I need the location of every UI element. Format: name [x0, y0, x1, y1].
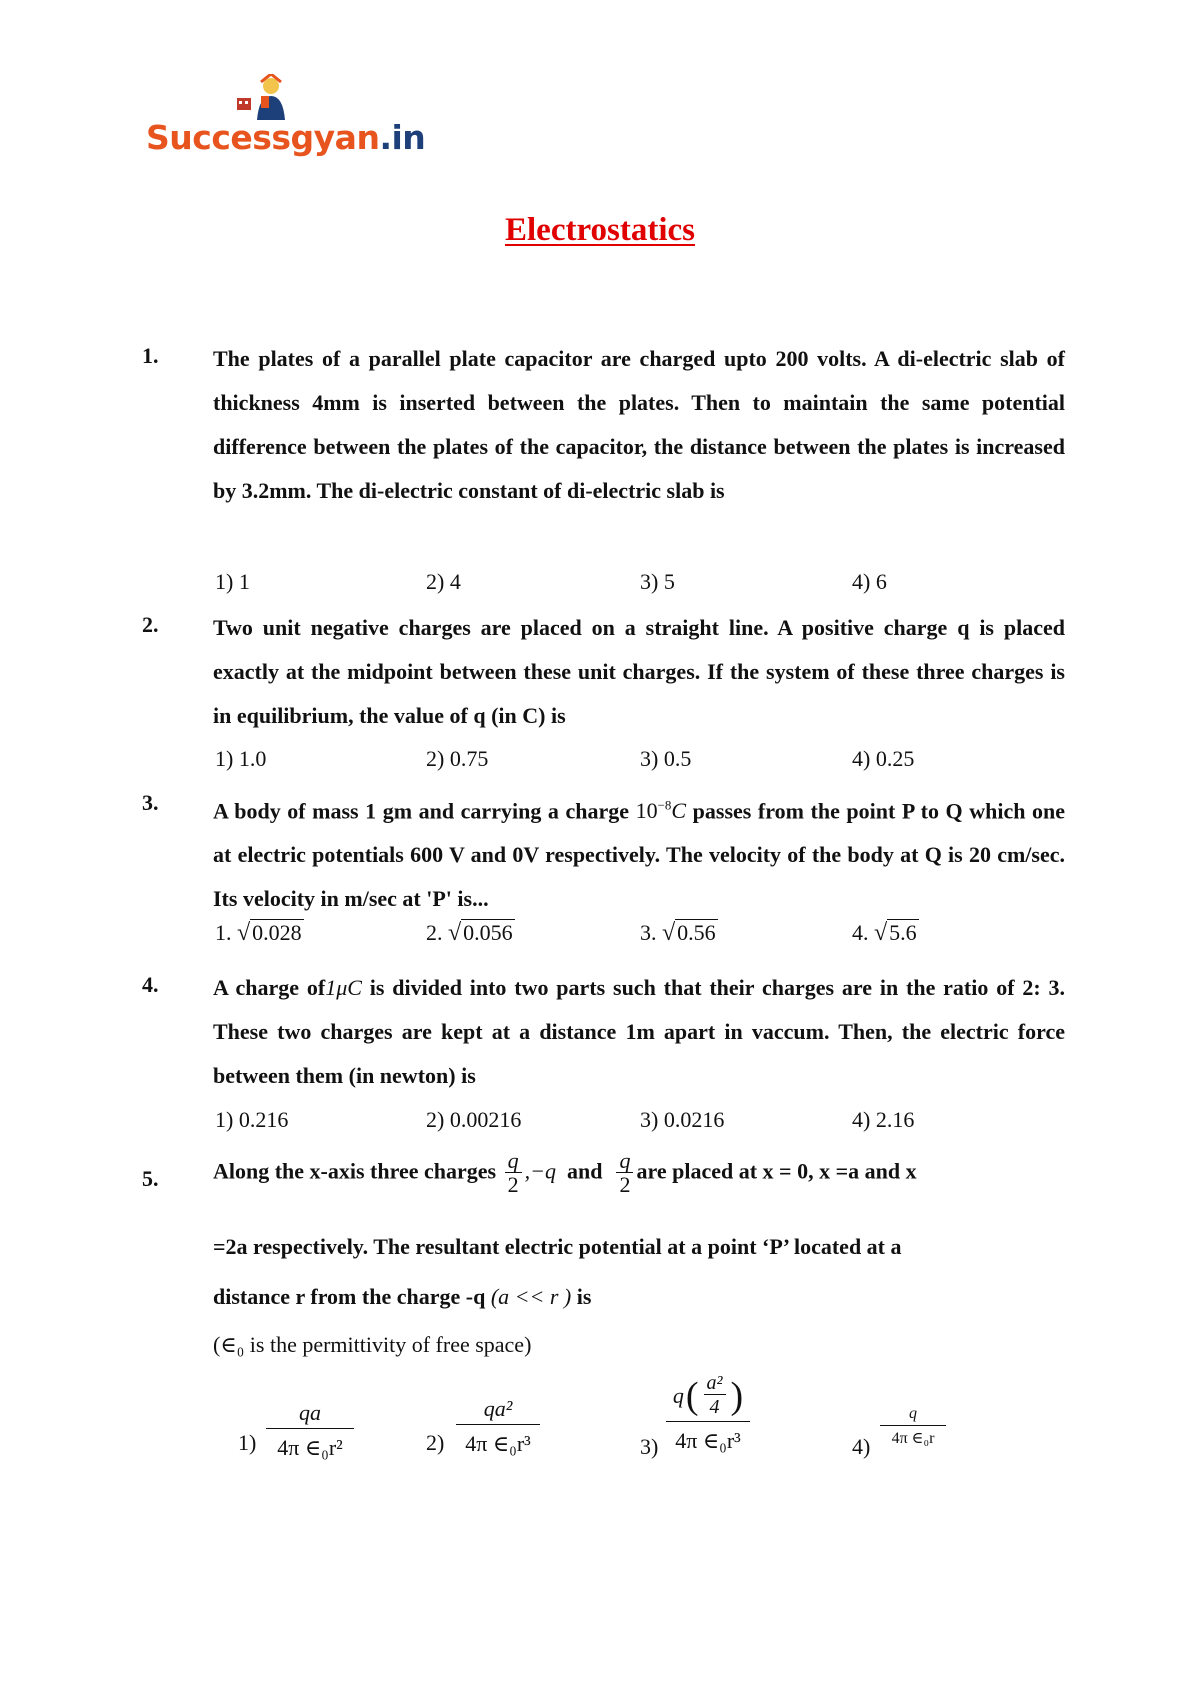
question-4-text: A charge of1μC is divided into two parts such that their charges are in the ratio of 2: 3. These two charges are kept at a distance 1m apart in vaccum. Then, the electric force between them (in newton) is — [213, 975, 1066, 1088]
question-5-line-3: distance r from the charge -q (a << r ) is — [213, 1284, 592, 1309]
question-1-option-4: 4) 6 — [852, 569, 887, 594]
page-title: Electrostatics — [505, 212, 695, 248]
question-2-option-1: 1) 1.0 — [215, 746, 267, 771]
question-3-option-3: 3. √0.56 — [640, 920, 716, 946]
logo-figure-icon — [231, 74, 291, 120]
question-3-option-1: 1. √0.028 — [215, 920, 302, 946]
question-4-option-4: 4) 2.16 — [852, 1107, 915, 1132]
question-3-number: 3. — [142, 790, 159, 815]
question-1-text: The plates of a parallel plate capacitor are charged upto 200 volts. A di-electric slab of thickness 4mm is inserted between the plates. Then to maintain the same potential difference between the plates of the capacitor, the distance between the plates is increased by 3.2mm. The di-electric constant of di-electric slab is — [213, 346, 1065, 503]
question-4-option-2: 2) 0.00216 — [426, 1107, 522, 1132]
question-4-number: 4. — [142, 972, 159, 997]
question-5-option-3-label: 3) — [640, 1434, 659, 1459]
question-3-option-2: 2. √0.056 — [426, 920, 513, 946]
question-2-option-4: 4) 0.25 — [852, 746, 915, 771]
question-2-text: Two unit negative charges are placed on a straight line. A positive charge q is placed exactly at the midpoint between these unit charges. If the system of these three charges is in equilibrium, the value of q (in C) is — [213, 615, 1065, 728]
logo-text: Successgyan.in — [146, 118, 426, 157]
question-2-option-2: 2) 0.75 — [426, 746, 489, 771]
question-3-text: A body of mass 1 gm and carrying a charge $10^{-8}C$ passes from the point P to Q which one at electric potentials 600 V and 0V respectively. The velocity of the body at Q is 20 cm/sec. Its velocity in m/sec at 'P' is... — [213, 798, 1066, 912]
question-5-option-2-label: 2) — [426, 1430, 445, 1455]
question-5-note: (∈₀ is the permittivity of free space) — [213, 1332, 532, 1357]
question-1-number: 1. — [142, 343, 159, 368]
site-logo — [146, 66, 426, 166]
question-5-line-2: =2a respectively. The resultant electric potential at a point ‘P’ located at a — [213, 1234, 902, 1259]
question-5-option-3-fraction: q ( $\frac{\text{a²}}{4}$ ) 4π ∈₀r³ — [666, 1372, 750, 1454]
question-4-option-1: 1) 0.216 — [215, 1107, 289, 1132]
question-5-option-4-fraction: q 4π ∈₀r — [880, 1405, 946, 1448]
question-2-option-3: 3) 0.5 — [640, 746, 692, 771]
question-5-number: 5. — [142, 1166, 159, 1191]
question-2-number: 2. — [142, 612, 159, 637]
sqrt-symbol: √0.028 — [237, 920, 302, 946]
question-5-option-1-label: 1) — [238, 1430, 257, 1455]
question-1-option-2: 2) 4 — [426, 569, 461, 594]
question-1-option-3: 3) 5 — [640, 569, 675, 594]
question-5-option-2-fraction: qa² 4π ∈₀r³ — [456, 1396, 540, 1457]
question-1-option-1: 1) 1 — [215, 569, 250, 594]
question-3-option-4: 4. √5.6 — [852, 920, 917, 946]
question-5-line-1: Along the x-axis three charges $\frac{q}{2}$ ,−q and $\frac{q}{2}$ are placed at x = 0, x =a and x — [213, 1148, 917, 1197]
question-4-option-3: 3) 0.0216 — [640, 1107, 725, 1132]
question-5-option-4-label: 4) — [852, 1434, 871, 1459]
question-5-option-1-fraction: qa 4π ∈₀r² — [266, 1400, 354, 1461]
